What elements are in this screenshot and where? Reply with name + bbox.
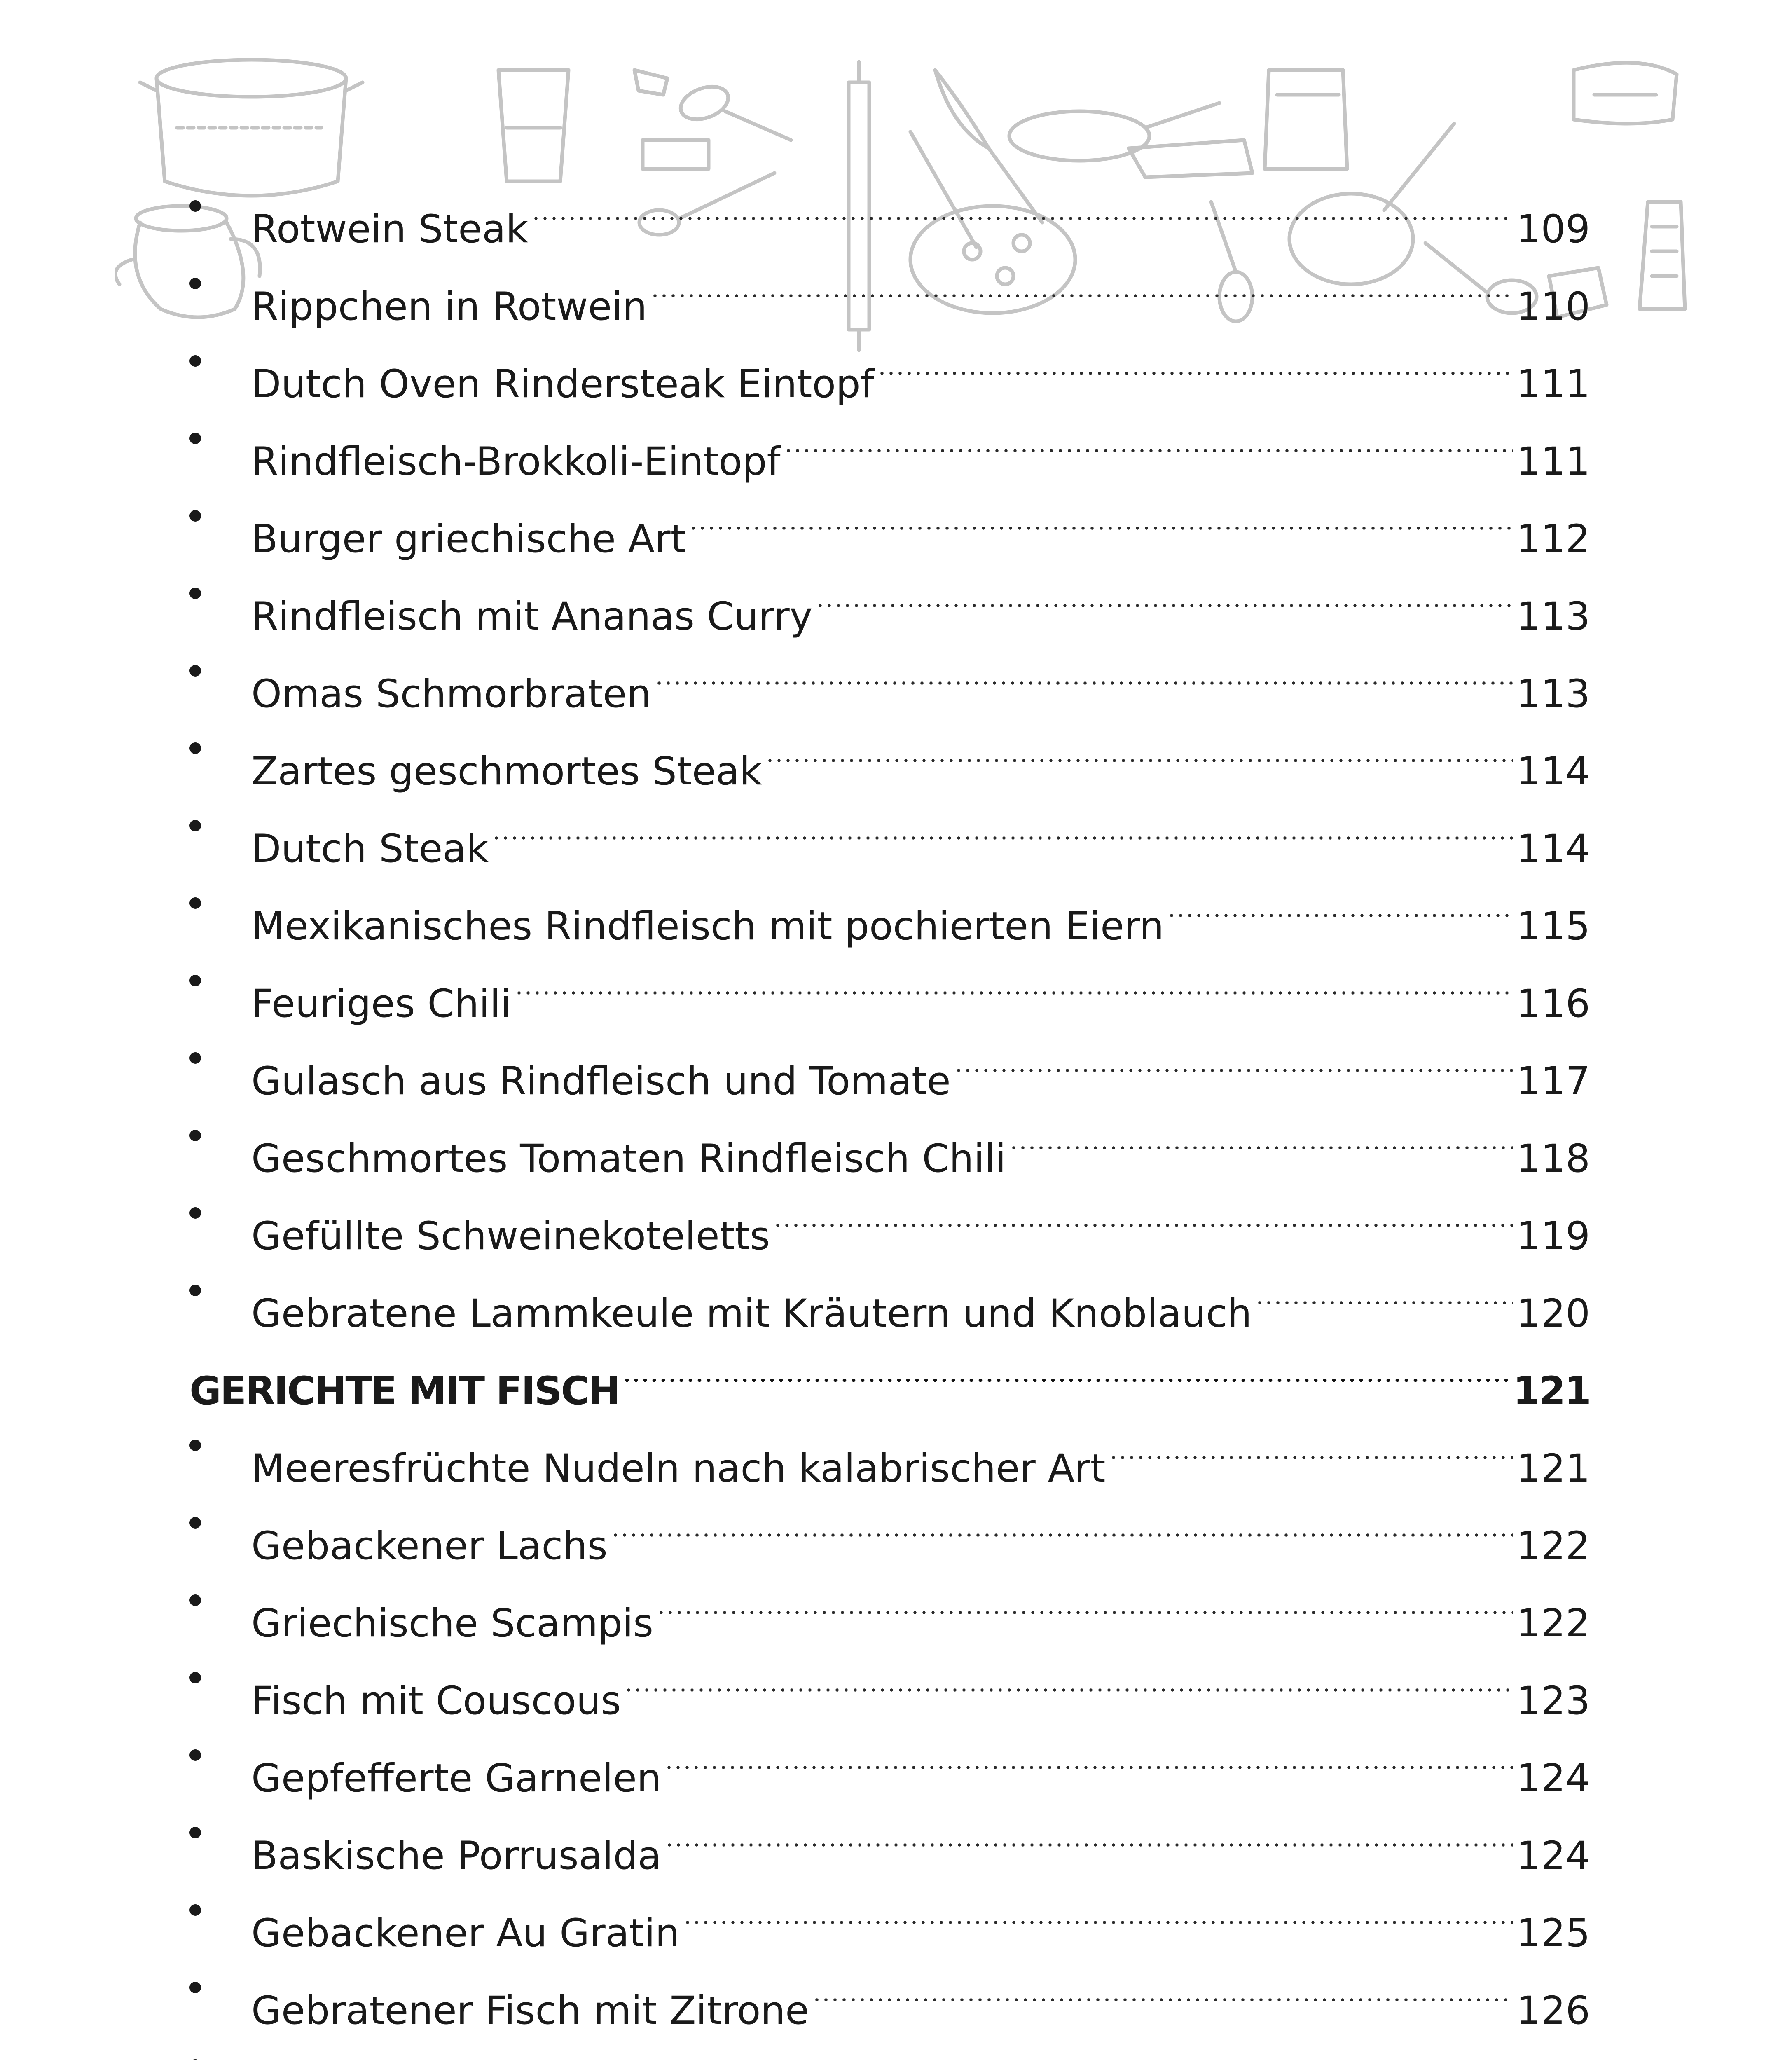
toc-entry-title: Gebackener Au Gratin	[251, 1911, 680, 1956]
bullet-icon	[181, 2024, 251, 2060]
toc-entry-page-number: 121	[1516, 1446, 1590, 1491]
dot-leader	[1255, 1249, 1513, 1327]
bullet-icon	[181, 1172, 251, 1249]
bullet-icon	[181, 630, 251, 707]
dot-leader	[655, 630, 1513, 707]
dot-leader	[877, 320, 1513, 397]
toc-entry-page-number: 120	[1516, 1291, 1590, 1336]
dot-leader	[773, 1172, 1513, 1249]
dot-leader	[664, 1714, 1513, 1791]
jar-icon	[1265, 70, 1347, 169]
toc-entry-page-number: 114	[1516, 749, 1590, 794]
dot-leader	[657, 1559, 1513, 1636]
dot-leader	[492, 784, 1513, 862]
bullet-icon	[181, 475, 251, 552]
toc-entry-page-number: 117	[1516, 1059, 1590, 1104]
toc-entry-title: Geschmortes Tomaten Rindfleisch Chili	[251, 1136, 1006, 1181]
dot-leader	[718, 2024, 1513, 2060]
toc-entry-title: Rippchen in Rotwein	[251, 284, 647, 329]
toc-entry-page-number: 122	[1516, 1601, 1590, 1646]
dot-leader	[954, 1017, 1513, 1094]
bullet-icon	[181, 1714, 251, 1791]
toc-entry-title: Fisch mit Couscous	[251, 1678, 621, 1723]
toc-entry-page-number: 111	[1516, 362, 1590, 407]
toc-entry-title: GERICHTE MIT FISCH	[189, 1369, 620, 1414]
toc-entry-page-number: 126	[1516, 1988, 1590, 2033]
toc-entry-title: Meeresfrüchte Nudeln nach kalabrischer Art	[251, 1446, 1106, 1491]
toc-entry-title: Gebratener Fisch mit Zitrone	[251, 1988, 809, 2033]
bullet-icon	[181, 939, 251, 1017]
bullet-icon	[181, 1869, 251, 1946]
toc-entry-page-number: 113	[1516, 672, 1590, 716]
toc-entry-title: Gepfefferte Garnelen	[251, 1756, 662, 1801]
dot-leader	[665, 1791, 1513, 1869]
toc-entry-title: Griechische Scampis	[251, 1601, 654, 1646]
toc-entry-page-number: 121	[1513, 1369, 1590, 1414]
dot-leader	[1109, 1404, 1513, 1482]
toc-entry-page-number: 124	[1516, 1833, 1590, 1878]
grater-icon	[1574, 63, 1685, 309]
dot-leader	[531, 165, 1513, 242]
dot-leader	[515, 939, 1513, 1017]
bullet-icon	[181, 784, 251, 862]
toc-entry-page-number: 118	[1516, 1136, 1590, 1181]
bullet-icon	[181, 1094, 251, 1172]
bullet-icon	[181, 1017, 251, 1094]
dot-leader	[1167, 862, 1513, 939]
toc-entry-page-number: 114	[1516, 826, 1590, 871]
toc-entry-page-number: 119	[1516, 1214, 1590, 1259]
bullet-icon	[181, 1559, 251, 1636]
dot-leader	[689, 475, 1513, 552]
bullet-icon	[181, 1946, 251, 2024]
bullet-icon	[181, 397, 251, 475]
toc-entry[interactable]	[181, 165, 1590, 252]
toc-entry-title: Baskische Porrusalda	[251, 1833, 662, 1878]
toc-entry-title: Dutch Steak	[251, 826, 489, 871]
toc-entry-page-number: 115	[1516, 904, 1590, 949]
dot-leader	[765, 707, 1513, 784]
bullet-icon	[181, 320, 251, 397]
toc-entry-page-number	[1516, 2050, 1590, 2060]
toc-entry-title: Omas Schmorbraten	[251, 672, 651, 716]
dot-leader	[816, 552, 1513, 630]
toc-entry-page-number: 122	[1516, 1524, 1590, 1568]
bullet-icon	[181, 1636, 251, 1714]
bullet-icon	[181, 552, 251, 630]
toc-entry-title	[251, 2050, 715, 2060]
bullet-icon	[181, 1404, 251, 1482]
dot-leader	[622, 1327, 1509, 1404]
toc-entry-page-number: 113	[1516, 594, 1590, 639]
bullet-icon	[181, 707, 251, 784]
toc-entry-title: Gebratene Lammkeule mit Kräutern und Knoblauch	[251, 1291, 1252, 1336]
toc-entry-title: Burger griechische Art	[251, 517, 686, 562]
bullet-icon	[181, 1482, 251, 1559]
toc-entry-page-number: 124	[1516, 1756, 1590, 1801]
toc-entry-page-number: 125	[1516, 1911, 1590, 1956]
bullet-icon	[181, 242, 251, 320]
toc-entry-title: Gebackener Lachs	[251, 1524, 608, 1568]
toc-entry-title: Feuriges Chili	[251, 981, 512, 1026]
dot-leader	[683, 1869, 1513, 1946]
toc-entry-title: Gefüllte Schweinekoteletts	[251, 1214, 770, 1259]
toc-entry-page-number: 112	[1516, 517, 1590, 562]
toc-entry-title: Gulasch aus Rindfleisch und Tomate	[251, 1059, 951, 1104]
bullet-icon	[181, 1791, 251, 1869]
toc-entry-page-number: 116	[1516, 981, 1590, 1026]
toc-entry-page-number: 123	[1516, 1678, 1590, 1723]
toc-entry-page-number: 110	[1516, 284, 1590, 329]
dot-leader	[611, 1482, 1513, 1559]
toc-entry-title: Rotwein Steak	[251, 207, 529, 252]
dot-leader	[1009, 1094, 1513, 1172]
toc-entry-page-number: 109	[1516, 207, 1590, 252]
dot-leader	[812, 1946, 1513, 2024]
bullet-icon	[181, 862, 251, 939]
dot-leader	[624, 1636, 1513, 1714]
bullet-icon	[181, 1249, 251, 1327]
bullet-icon	[181, 165, 251, 242]
toc-entry-title: Rindfleisch mit Ananas Curry	[251, 594, 813, 639]
dot-leader	[650, 242, 1513, 320]
dot-leader	[784, 397, 1513, 475]
toc-entry-title: Zartes geschmortes Steak	[251, 749, 762, 794]
toc-entry-title: Dutch Oven Rindersteak Eintopf	[251, 362, 874, 407]
toc-entry-title: Rindfleisch-Brokkoli-Eintopf	[251, 439, 781, 484]
toc-entry-page-number: 111	[1516, 439, 1590, 484]
toc-entry-title: Mexikanisches Rindfleisch mit pochierten Eiern	[251, 904, 1164, 949]
table-of-contents	[181, 165, 1590, 2060]
